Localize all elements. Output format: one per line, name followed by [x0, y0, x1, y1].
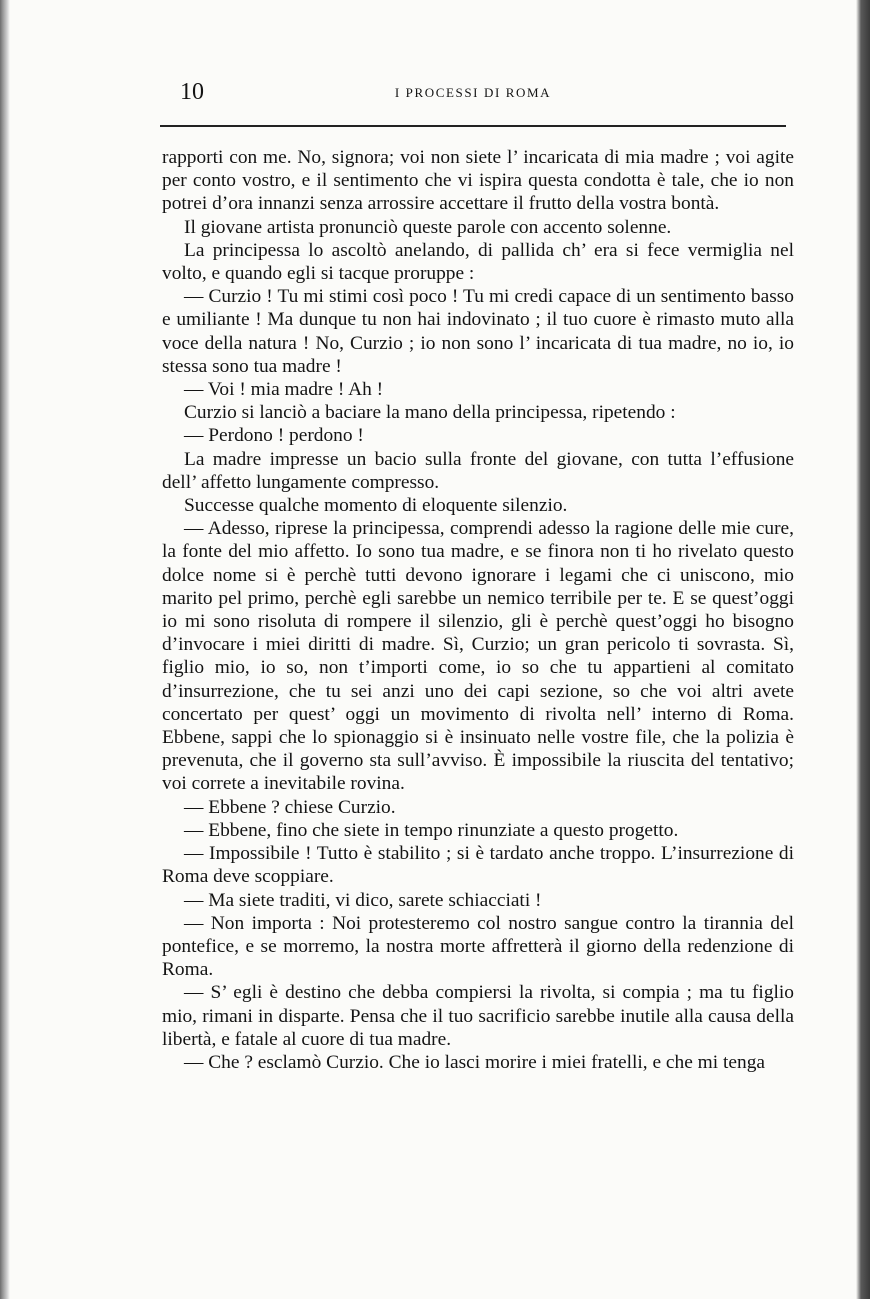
paragraph: Il giovane artista pronunciò queste parole con accento solenne. — [184, 216, 672, 238]
page-edge-shadow — [856, 0, 870, 1299]
page-number: 10 — [180, 79, 204, 105]
paragraph: — Curzio ! Tu mi stimi così poco ! Tu mi credi capace di un sentimento basso e umiliante ! Ma dunque tu non hai indovinato ; il tuo cuore è rimasto muto alla voce della natura ! No, Curzio ; io non sono l’ incaricata di tua madre, no io, io stessa sono tua madre ! — [162, 286, 794, 377]
paragraph: — Non importa : Noi protesteremo col nostro sangue contro la tirannia del pontefice, e se morremo, la nostra morte affretterà il giorno della redenzione di Roma. — [162, 912, 794, 981]
paragraph: La principessa lo ascoltò anelando, di pallida ch’ era si fece vermiglia nel volto, e quando egli si tacque proruppe : — [162, 239, 794, 285]
paragraph: Successe qualche momento di eloquente silenzio. — [184, 495, 568, 517]
paragraph: La madre impresse un bacio sulla fronte del giovane, con tutta l’effusione dell’ affetto lungamente compresso. — [162, 448, 794, 493]
paragraph: — Impossibile ! Tutto è stabilito ; si è tardato anche troppo. L’insurrezione di Roma deve scoppiare. — [162, 843, 794, 888]
header-rule — [160, 125, 786, 127]
book-binding-shadow — [0, 0, 10, 1299]
paragraph: — Ebbene, fino che siete in tempo rinunziate a questo progetto. — [184, 819, 679, 841]
paragraph: — S’ egli è destino che debba compiersi la rivolta, si compia ; ma tu figlio mio, rimani in disparte. Pensa che il tuo sacrificio sarebbe inutile alla causa della libertà, e fatale al cuore di tua madre. — [162, 982, 794, 1050]
body-text — [162, 146, 794, 1074]
paragraph: — Perdono ! perdono ! — [184, 425, 364, 447]
paragraph: — Che ? esclamò Curzio. Che io lasci morire i miei fratelli, e che mi tenga — [184, 1051, 765, 1073]
paragraph: — Ebbene ? chiese Curzio. — [184, 796, 396, 818]
paragraph: — Ma siete traditi, vi dico, sarete schiacciati ! — [184, 889, 542, 911]
paragraph: Curzio si lanciò a baciare la mano della principessa, ripetendo : — [184, 402, 676, 424]
paragraph: — Adesso, riprese la principessa, comprendi adesso la ragione delle mie cure, la fonte del mio affetto. Io sono tua madre, e se finora non ti ho rivelato questo dolce nome si è perchè tutti devono ignorare i legami che ci uniscono, mio marito pel primo, perchè egli sarebbe un nemico terribile per te. E se quest’oggi io mi sono risoluta di rompere il silenzio, gli è perchè quest’oggi ho bisogno d’invocare i miei diritti di madre. Sì, Curzio; un gran pericolo ti sovrasta. Sì, figlio mio, io so, non t’importi come, io so che tu appartieni al comitato d’insurrezione, che tu sei anzi uno dei capi sezione, so che voi altri avete concertato per quest’ oggi un movimento di rivolta nell’ interno di Roma. Ebbene, sappi che lo spionaggio si è insinuato nelle vostre file, che la polizia è prevenuta, che il governo sta sull’avviso. È impossibile la riuscita del tentativo; voi correte a inevitabile rovina. — [162, 518, 794, 795]
page-header — [160, 78, 786, 106]
paragraph: rapporti con me. No, signora; voi non siete l’ incaricata di mia madre ; voi agite per conto vostro, e il sentimento che vi ispira questa condotta è tale, che io non potrei d’ora innanzi senza arrossire accettare il frutto della vostra bontà. — [162, 147, 794, 215]
running-title: I PROCESSI DI ROMA — [394, 85, 552, 100]
paragraph: — Voi ! mia madre ! Ah ! — [184, 379, 384, 401]
